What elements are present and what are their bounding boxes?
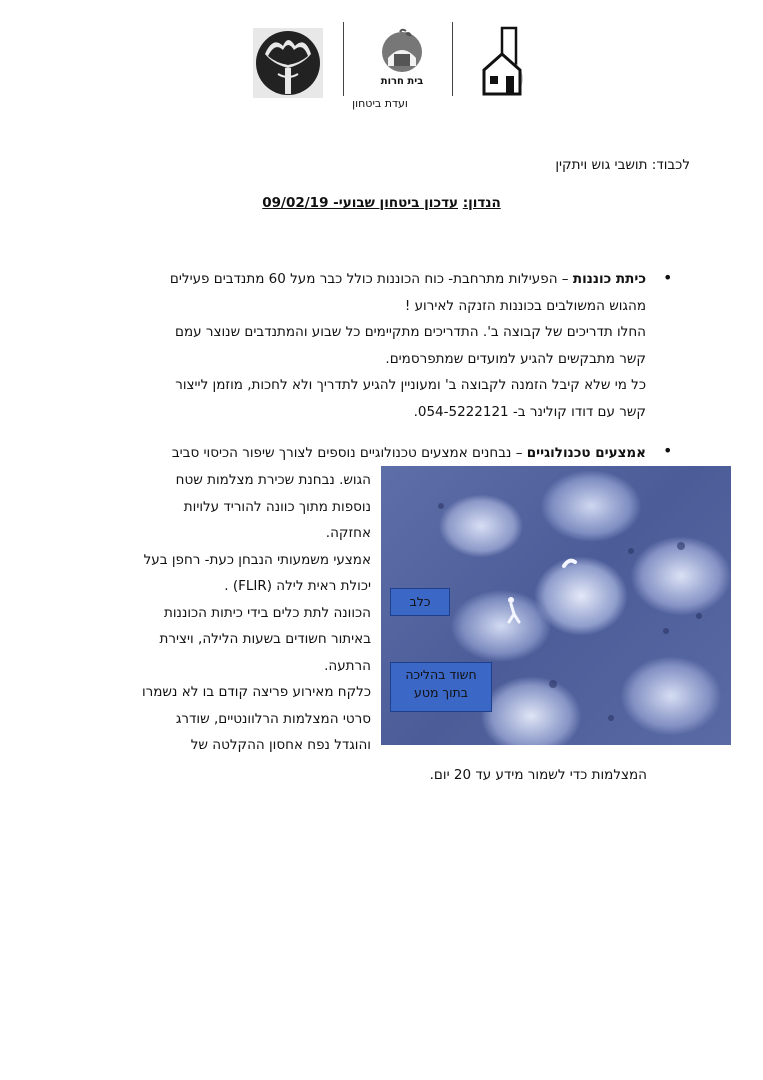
section-tech-last-line: המצלמות כדי לשמור מידע עד 20 יום. [429, 767, 647, 783]
paragraph-line: החלו תדריכים של קבוצה ב'. התדריכים מתקיימים כל שבוע והמתנדבים שנוצר עמם [174, 324, 646, 340]
section-title: אמצעים טכנולוגיים [526, 445, 646, 461]
paragraph-line: סרטי המצלמות הרלוונטיים, שודרג [175, 710, 371, 727]
paragraph-line: אמצעי משמעותי הנבחן כעת- רחפן בעל [143, 551, 371, 568]
paragraph-line: הכוונה לתת כלים בידי כיתות הכוננות [164, 604, 371, 621]
house-logo [478, 26, 540, 96]
paragraph-line: הרתעה. [324, 657, 371, 674]
section-tech-first-line [66, 440, 646, 467]
label-suspect [390, 662, 492, 712]
paragraph-line: קשר מתבקשים להגיע למועדים שמתפרסמים. [385, 350, 646, 367]
paragraph-line: קשר עם דודו קולינר ב- 054-5222121. [413, 403, 646, 420]
committee-name: ועדת ביטחון [352, 97, 408, 110]
paragraph-line: יכולת ראית לילה (FLIR) . [224, 578, 371, 594]
paragraph-line: כלקח מאירוע פריצה קודם בו לא נשמרו [141, 684, 371, 700]
paragraph-line: מהגוש המשולבים בכוננות הזנקה לאירוע ! [404, 297, 646, 314]
label-suspect-line: חשוד בהליכה [405, 667, 477, 682]
subject-text: עדכון ביטחון שבועי- 09/02/19 [262, 195, 459, 211]
paragraph-line: כיתת כוננות – הפעילות מתרחבת- כוח הכוננות כולל כבר מעל 60 מתנדבים פעילים [169, 271, 646, 287]
paragraph-line: אמצעים טכנולוגיים – נבחנים אמצעים טכנולוגיים נוספים לצורך שיפור הכיסוי סביב [171, 445, 646, 461]
bullet: • [663, 268, 673, 287]
subject-line [0, 195, 763, 211]
section-tech-body [71, 467, 371, 759]
paragraph-line: נוספות מתוך כוונה להוריד עלויות [183, 498, 371, 515]
paragraph-line: הגוש. נבחנת שכירת מצלמות שטח [175, 472, 371, 488]
label-dog: כלב [390, 588, 450, 616]
paragraph-line: באיתור חשודים בשעות הלילה, ויצירת [159, 631, 371, 647]
subject-label: הנדון: [462, 195, 501, 211]
flower-logo [253, 28, 323, 98]
logo-text: בית חרות [380, 76, 424, 87]
bullet: • [663, 441, 673, 460]
paragraph-line: והוגדל נפח אחסון ההקלטה של [190, 737, 371, 753]
section-title: כיתת כוננות [572, 271, 646, 287]
divider [343, 22, 344, 96]
beit-herut-logo [372, 28, 432, 96]
paragraph-line: כל מי שלא קיבל הזמנה לקבוצה ב' ומעוניין להגיע לתדריך ולא לחכות, מוזמן לייצור [175, 377, 646, 393]
divider [452, 22, 453, 96]
label-suspect-line: בתוך מטע [414, 685, 468, 700]
paragraph-line: אחזקה. [325, 525, 371, 541]
addressee: לכבוד: תושבי גוש ויתקין [555, 157, 690, 173]
section-security-team [86, 266, 646, 425]
night-vision-photo [381, 466, 731, 745]
